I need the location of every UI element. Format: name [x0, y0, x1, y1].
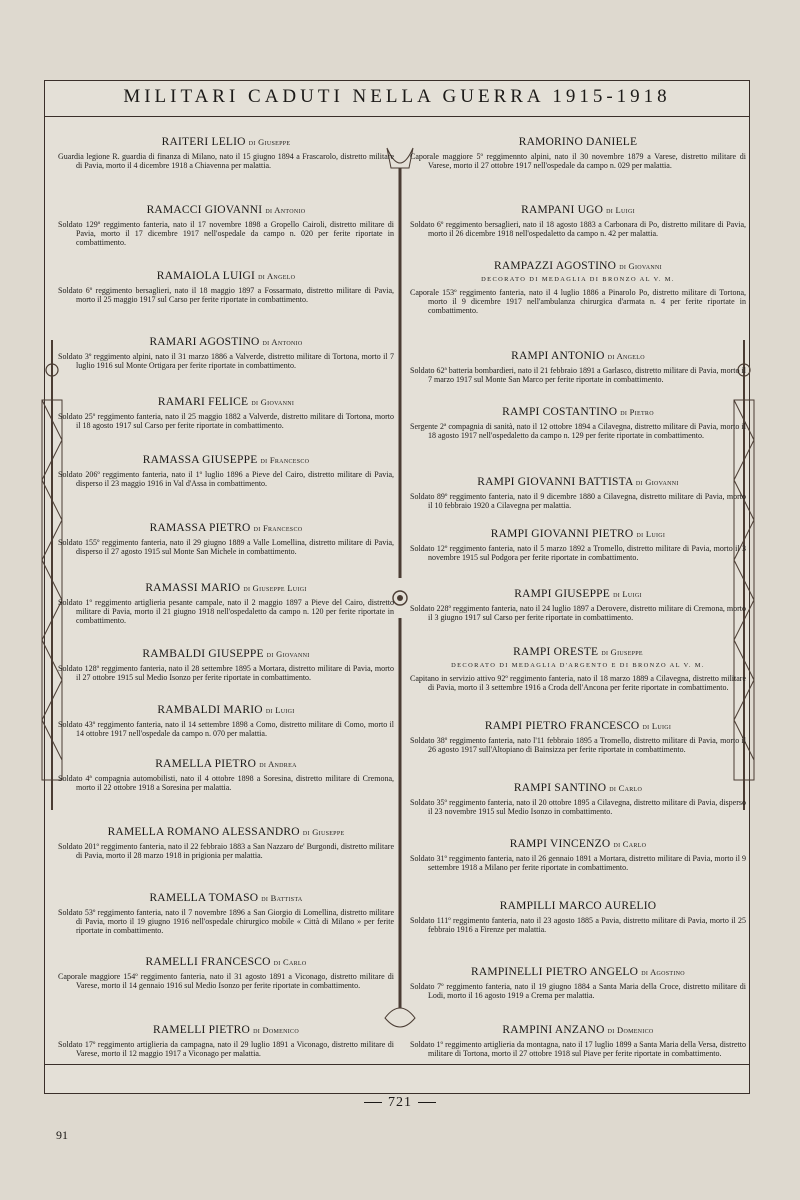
- entry-father: di Domenico: [607, 1025, 654, 1035]
- entry-surname: RAMASSA GIUSEPPE: [142, 454, 258, 466]
- entry-name: [58, 648, 394, 660]
- entry: [58, 1024, 394, 1058]
- entry: [58, 758, 394, 792]
- entry: [58, 704, 394, 738]
- entry-surname: RAMELLI FRANCESCO: [145, 956, 271, 968]
- entry-text: Soldato 31º reggimento fanteria, nato il 26 gennaio 1891 a Mortara, distretto militare di Pavia, morto il 9 settembre 1918 a Milano per ferite riportate in combattimento.: [410, 854, 746, 873]
- entry: [410, 900, 746, 934]
- entry-name: [410, 588, 746, 600]
- entry-name: [410, 204, 746, 216]
- entry-text: Soldato 35º reggimento fanteria, nato il 20 ottobre 1895 a Cilavegna, distretto militare di Pavia, disperso il 23 novembre 1915 sul Medio Isonzo in combattimento.: [410, 798, 746, 817]
- entry-name: [58, 270, 394, 282]
- entry: [410, 782, 746, 816]
- entry-surname: RAMPILLI MARCO AURELIO: [499, 900, 657, 912]
- entry-father: di Giovanni: [619, 261, 662, 271]
- entry-text: Caporale 153º reggimento fanteria, nato il 4 luglio 1886 a Pinarolo Po, distretto militare di Tortona, morto il 9 dicembre 1917 nell'ambulanza chirurgica d'armata n. 4 per ferite riportate in combattimento.: [410, 288, 746, 316]
- entry-father: di Luigi: [613, 589, 642, 599]
- corner-mark: 91: [56, 1128, 68, 1142]
- entry-father: di Andrea: [259, 759, 297, 769]
- entry-surname: RAMPI GIUSEPPE: [514, 588, 610, 600]
- entry-name: [58, 522, 394, 534]
- entry-text: Caporale maggiore 154º reggimento fanteria, nato il 31 agosto 1891 a Viconago, distretto militare di Varese, morto il 14 gennaio 1916 sul Medio Isonzo per ferite riportate in combattimento.: [58, 972, 394, 991]
- entry: [58, 454, 394, 488]
- entry-name: [410, 900, 746, 912]
- central-fasces-divider: [397, 148, 403, 1036]
- entry-surname: RAMELLI PIETRO: [152, 1024, 251, 1036]
- entry-name: [58, 396, 394, 408]
- entry-name: [410, 782, 746, 794]
- entry-surname: RAMPI PIETRO FRANCESCO: [484, 720, 640, 732]
- entry-father: di Antonio: [262, 337, 303, 347]
- entry-name: [58, 336, 394, 348]
- entry: [410, 966, 746, 1000]
- entry-father: di Giuseppe: [601, 647, 643, 657]
- entry-surname: RAMPI ANTONIO: [511, 350, 605, 362]
- entry-father: di Agostino: [641, 967, 685, 977]
- entry-father: di Carlo: [273, 957, 307, 967]
- entry-father: di Giovanni: [635, 477, 679, 487]
- entry-surname: RAMPANI UGO: [521, 204, 604, 216]
- entry-surname: RAMPAZZI AGOSTINO: [493, 260, 617, 272]
- entry-father: di Francesco: [260, 455, 310, 465]
- entry-name: [58, 582, 394, 594]
- entry-text: Soldato 128º reggimento fanteria, nato il 28 settembre 1895 a Mortara, distretto militare di Pavia, morto il 27 ottobre 1915 sul Medio Isonzo per ferite riportate in combattimento.: [58, 664, 394, 683]
- entry-text: Soldato 1º reggimento artiglieria pesante campale, nato il 2 maggio 1897 a Pieve del Cairo, distretto militare di Pavia, morto il 21 giugno 1918 nell'ospedaletto da campo n. 120 per ferite riportate in combattimento.: [58, 598, 394, 626]
- entry-name: [410, 136, 746, 148]
- entry-father: di Luigi: [265, 705, 295, 715]
- entry: [58, 204, 394, 248]
- entry-surname: RAITERI LELIO: [161, 136, 246, 148]
- entry-name: [410, 966, 746, 978]
- entry-father: di Domenico: [253, 1025, 299, 1035]
- footer-rule: [44, 1064, 750, 1065]
- entry: [58, 522, 394, 556]
- entry-text: Soldato 6º reggimento bersaglieri, nato il 18 agosto 1883 a Carbonara di Po, distretto militare di Pavia, morto il 26 dicembre 1918 nell'ospedaletto da campo n. 42 per malattia.: [410, 220, 746, 239]
- entry-surname: RAMORINO DANIELE: [518, 136, 638, 148]
- entry-surname: RAMPINI ANZANO: [502, 1024, 605, 1036]
- entry-name: [410, 838, 746, 850]
- entry-text: Soldato 228º reggimento fanteria, nato il 24 luglio 1897 a Derovere, distretto militare di Cremona, morto il 3 giugno 1917 sul Carso per ferite riportate in combattimento.: [410, 604, 746, 623]
- entry-surname: RAMASSI MARIO: [145, 582, 241, 594]
- entry: [58, 396, 394, 430]
- entry-father: di Giuseppe: [302, 827, 345, 837]
- entry-father: di Carlo: [609, 783, 643, 793]
- entry-name: [410, 528, 746, 540]
- entry-surname: RAMPI GIOVANNI BATTISTA: [477, 476, 633, 488]
- entry-surname: RAMARI FELICE: [157, 396, 249, 408]
- entry-name: [58, 454, 394, 466]
- entry-name: [58, 1024, 394, 1036]
- entry-text: Soldato 7º reggimento fanteria, nato il 19 giugno 1884 a Santa Maria della Croce, distretto militare di Lodi, morto il 16 agosto 1919 a Crema per malattia.: [410, 982, 746, 1001]
- entry-name: [410, 1024, 746, 1036]
- entry: [58, 270, 394, 304]
- entry-text: Caporale maggiore 5º reggimennto alpini, nato il 30 novembre 1879 a Varese, distretto militare di Varese, morto il 27 ottobre 1917 nell'ospedale da campo n. 029 per malattia.: [410, 152, 746, 171]
- entry: [58, 582, 394, 626]
- entry: [58, 826, 394, 860]
- entry: [410, 350, 746, 384]
- entry: [410, 204, 746, 238]
- entry-surname: RAMBALDI MARIO: [157, 704, 263, 716]
- entry: [410, 720, 746, 754]
- page-number-value: 721: [388, 1095, 412, 1110]
- entry-text: Soldato 155º reggimento fanteria, nato il 29 giugno 1889 a Valle Lomellina, distretto militare di Pavia, disperso il 27 agosto 1915 sul Monte San Michele in combattimento.: [58, 538, 394, 557]
- entry-text: Guardia legione R. guardia di finanza di Milano, nato il 15 giugno 1894 a Frascarolo, distretto militare di Pavia, morto il 4 dicembre 1918 a Chiavenna per malattia.: [58, 152, 394, 171]
- entry-text: Soldato 6º reggimento bersaglieri, nato il 18 maggio 1897 a Fossarmato, distretto militare di Pavia, morto il 25 maggio 1917 sul Carso per ferite riportate in combattimento.: [58, 286, 394, 305]
- entry-name: [58, 136, 394, 148]
- entry-father: di Battista: [261, 893, 303, 903]
- entry-name: [58, 892, 394, 904]
- entry-text: Soldato 111º reggimento fanteria, nato il 23 agosto 1885 a Pavia, distretto militare di Pavia, morto il 25 febbraio 1916 a Firenze per malattia.: [410, 916, 746, 935]
- entry-text: Soldato 206º reggimento fanteria, nato il 1º luglio 1896 a Pieve del Cairo, distretto militare di Pavia, disperso il 23 maggio 1916 in Val d'Assa in combattimento.: [58, 470, 394, 489]
- entry-father: di Angelo: [607, 351, 645, 361]
- entry: [58, 136, 394, 170]
- entry-text: Soldato 62ª batteria bombardieri, nato il 21 febbraio 1891 a Garlasco, distretto militare di Pavia, morto il 7 marzo 1917 sul Monte San Marco per ferite riportate in combattimento.: [410, 366, 746, 385]
- entry-father: di Luigi: [606, 205, 635, 215]
- entry: [410, 528, 746, 562]
- entry-surname: RAMASSA PIETRO: [149, 522, 251, 534]
- entry-text: Sergente 2ª compagnia di sanità, nato il 12 ottobre 1894 a Cilavegna, distretto militare di Pavia, morto il 18 agosto 1917 nell'ospedaletto da campo n. 129 per ferite riportate in combattimento.: [410, 422, 746, 441]
- entry-surname: RAMAIOLA LUIGI: [156, 270, 256, 282]
- entry: [410, 260, 746, 316]
- entry-surname: RAMACCI GIOVANNI: [146, 204, 263, 216]
- entry-text: Soldato 201º reggimento fanteria, nato il 22 febbraio 1883 a San Nazzaro de' Burgondi, distretto militare di Pavia, morto il 28 marzo 1918 in prigionia per malattia.: [58, 842, 394, 861]
- entry-text: Soldato 1º reggimento artiglieria da montagna, nato il 17 luglio 1899 a Santa Maria della Versa, distretto militare di Tortona, morto il 27 ottobre 1918 sul Piave per ferite riportate in combattimento.: [410, 1040, 746, 1059]
- entry-name: [58, 758, 394, 770]
- entry-name: [410, 720, 746, 732]
- entry-name: [58, 204, 394, 216]
- entry-father: di Luigi: [636, 529, 666, 539]
- entry-surname: RAMPI SANTINO: [513, 782, 607, 794]
- entry-decoration: DECORATO DI MEDAGLIA DI BRONZO AL V. M.: [481, 276, 675, 283]
- entry-name: [410, 406, 746, 418]
- entry-name: [410, 260, 746, 272]
- entry-surname: RAMPI VINCENZO: [509, 838, 611, 850]
- entry: [410, 646, 746, 692]
- entry-name: [410, 476, 746, 488]
- entry-father: di Giuseppe Luigi: [243, 583, 307, 593]
- entry: [58, 956, 394, 990]
- entry-surname: RAMELLA PIETRO: [155, 758, 257, 770]
- entry-name: [410, 350, 746, 362]
- entry-text: Soldato 3º reggimento alpini, nato il 31 marzo 1886 a Valverde, distretto militare di Tortona, morto il 7 luglio 1916 sul Monte Ortigara per ferite riportate in combattimento.: [58, 352, 394, 371]
- entry: [58, 648, 394, 682]
- entry-text: Soldato 43º reggimento fanteria, nato il 14 settembre 1898 a Como, distretto militare di Como, morto il 14 ottobre 1917 nell'ospedale da campo n. 070 per malattia.: [58, 720, 394, 739]
- entry-father: di Pietro: [620, 407, 654, 417]
- entry: [410, 588, 746, 622]
- entry-text: Soldato 12º reggimento fanteria, nato il 5 marzo 1892 a Tromello, distretto militare di Pavia, morto il 3 novembre 1915 sul Podgora per ferite riportate in combattimento.: [410, 544, 746, 563]
- entry-text: Soldato 25º reggimento fanteria, nato il 25 maggio 1882 a Valverde, distretto militare di Tortona, morto il 18 agosto 1917 sul Carso per ferite riportate in combattimento.: [58, 412, 394, 431]
- entry-text: Capitano in servizio attivo 92º reggimento fanteria, nato il 18 marzo 1889 a Cilavegna, distretto militare di Pavia, morto il 3 settembre 1916 a Croda dell'Ancona per ferite riportate in combattimento.: [410, 674, 746, 693]
- entry-surname: RAMPINELLI PIETRO ANGELO: [471, 966, 639, 978]
- entry: [410, 476, 746, 510]
- entry-text: Soldato 38º reggimento fanteria, nato l'11 febbraio 1895 a Tromello, distretto militare di Pavia, morto il 26 agosto 1917 sull'Altopiano di Bainsizza per ferite riportate in combattimento.: [410, 736, 746, 755]
- entry-decoration: DECORATO DI MEDAGLIA D'ARGENTO E DI BRONZO AL V. M.: [451, 662, 705, 669]
- entry-surname: RAMARI AGOSTINO: [149, 336, 260, 348]
- entry-name: [58, 956, 394, 968]
- entry-surname: RAMPI ORESTE: [513, 646, 599, 658]
- entry-father: di Giovanni: [266, 649, 310, 659]
- page-number: [0, 1095, 800, 1111]
- entry-father: di Angelo: [258, 271, 296, 281]
- page-title: MILITARI CADUTI NELLA GUERRA 1915-1918: [123, 86, 671, 107]
- entry-surname: RAMELLA TOMASO: [149, 892, 259, 904]
- entry: [410, 838, 746, 872]
- entry-surname: RAMELLA ROMANO ALESSANDRO: [107, 826, 300, 838]
- entry-text: Soldato 89º reggimento fanteria, nato il 9 dicembre 1880 a Cilavegna, distretto militare di Pavia, morto il 10 febbraio 1920 a Cilavegna per malattia.: [410, 492, 746, 511]
- entry-text: Soldato 17º reggimento artiglieria da campagna, nato il 29 luglio 1891 a Viconago, distretto militare di Varese, morto il 12 maggio 1917 a Viconago per malattia.: [58, 1040, 394, 1059]
- entry-surname: RAMBALDI GIUSEPPE: [142, 648, 264, 660]
- entry: [58, 336, 394, 370]
- entry-text: Soldato 129º reggimento fanteria, nato il 17 novembre 1898 a Gropello Cairoli, distretto militare di Pavia, morto il 17 dicembre 1917 nell'ospedale da campo n. 020 per ferite riportate in combattimento.: [58, 220, 394, 248]
- entry-surname: RAMPI COSTANTINO: [502, 406, 618, 418]
- entry: [410, 406, 746, 440]
- entry-text: Soldato 4ª compagnia automobilisti, nato il 4 ottobre 1898 a Soresina, distretto militare di Cremona, morto il 22 ottobre 1918 a Soresina per malattia.: [58, 774, 394, 793]
- entry-father: di Giuseppe: [248, 137, 291, 147]
- entry: [58, 892, 394, 936]
- entry-surname: RAMPI GIOVANNI PIETRO: [490, 528, 634, 540]
- entry-name: [410, 646, 746, 658]
- entry-father: di Francesco: [253, 523, 303, 533]
- entry: [410, 1024, 746, 1058]
- entry-father: di Giovanni: [251, 397, 295, 407]
- entry-text: Soldato 53º reggimento fanteria, nato il 7 novembre 1896 a San Giorgio di Lomellina, distretto militare di Pavia, morto il 19 giugno 1916 nell'ospedale chirurgico mobile « Città di Milano » per ferite riportate in combattimento.: [58, 908, 394, 936]
- entry-name: [58, 704, 394, 716]
- entry-name: [58, 826, 394, 838]
- entry: [410, 136, 746, 170]
- header-rule: [44, 116, 750, 117]
- entry-father: di Carlo: [613, 839, 647, 849]
- entry-father: di Luigi: [642, 721, 672, 731]
- entry-father: di Antonio: [265, 205, 306, 215]
